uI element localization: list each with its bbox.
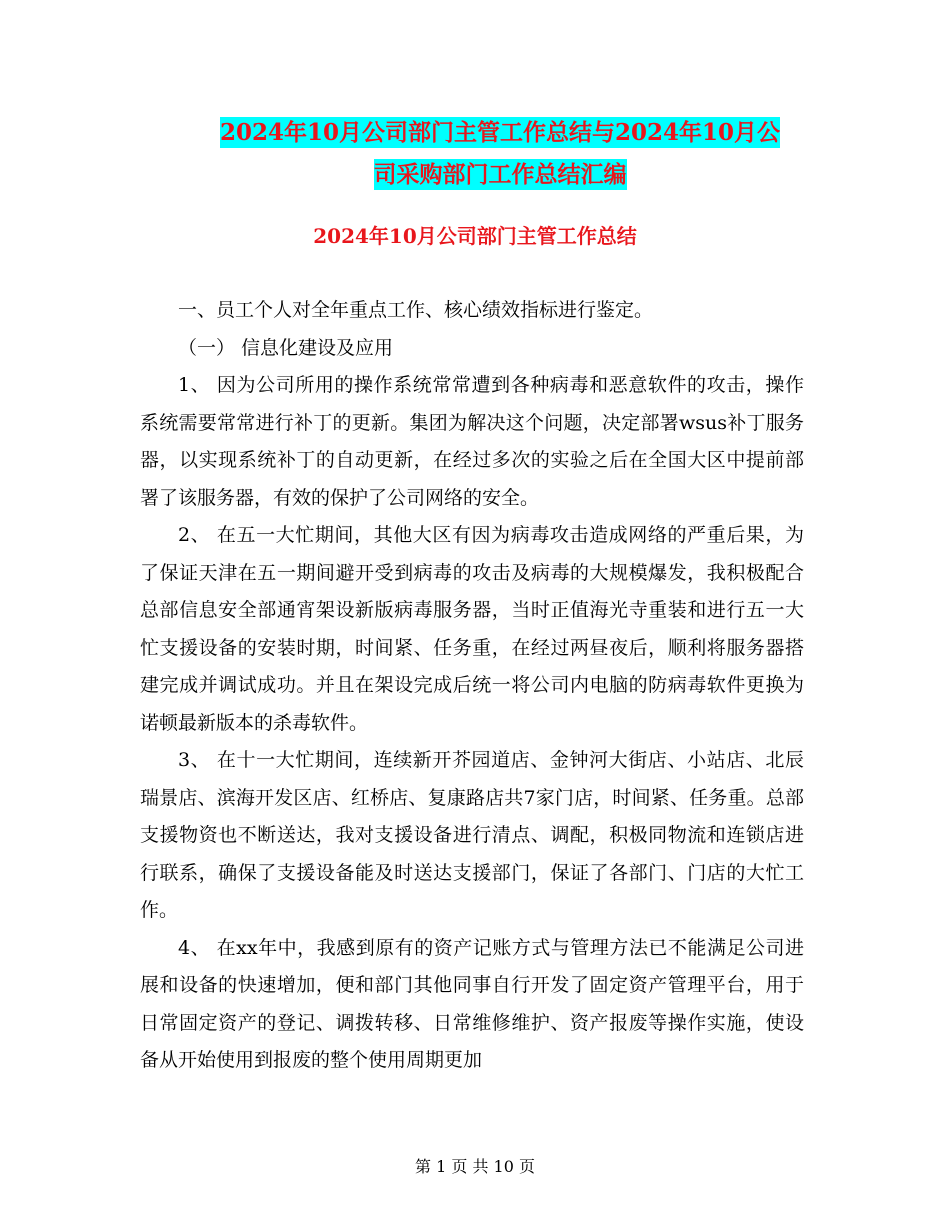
document-body — [140, 292, 804, 1080]
paragraph-item-3: 3、 在十一大忙期间，连续新开芥园道店、金钟河大街店、小站店、北辰瑞景店、滨海开发区店、红桥店、复康路店共7家门店，时间紧、任务重。总部支援物资也不断送达，我对支援设备进行清点、调配，积极同物流和连锁店进行联系，确保了支援设备能及时送达支援部门，保证了各部门、门店的大忙工作。 — [140, 749, 804, 921]
document-title-line-1: 2024年10月公司部门主管工作总结与2024年10月公 — [219, 119, 781, 146]
document-title — [130, 112, 870, 196]
paragraph-heading-1: 一、员工个人对全年重点工作、核心绩效指标进行鉴定。 — [178, 299, 654, 321]
document-title-line-2: 司采购部门工作总结汇编 — [373, 161, 627, 188]
paragraph-item-1: 1、 因为公司所用的操作系统常常遭到各种病毒和恶意软件的攻击，操作系统需要常常进行补丁的更新。集团为解决这个问题，决定部署wsus补丁服务器，以实现系统补丁的自动更新，在经过多次的实验之后在全国大区中提前部署了该服务器，有效的保护了公司网络的安全。 — [140, 374, 804, 509]
section-title: 2024年10月公司部门主管工作总结 — [313, 224, 637, 248]
paragraph-subheading-1: （一） 信息化建设及应用 — [178, 336, 394, 359]
paragraph-item-4: 4、 在xx年中，我感到原有的资产记账方式与管理方法已不能满足公司进展和设备的快速增加，便和部门其他同事自行开发了固定资产管理平台，用于日常固定资产的登记、调拨转移、日常维修维护、资产报废等操作实施，使设备从开始使用到报废的整个使用周期更加 — [140, 936, 804, 1071]
page-footer: 第 1 页 共 10 页 — [415, 1157, 535, 1176]
paragraph-item-2: 2、 在五一大忙期间，其他大区有因为病毒攻击造成网络的严重后果，为了保证天津在五一期间避开受到病毒的攻击及病毒的大规模爆发，我积极配合总部信息安全部通宵架设新版病毒服务器，当时正值海光寺重装和进行五一大忙支援设备的安装时期，时间紧、任务重，在经过两昼夜后，顺利将服务器搭建完成并调试成功。并且在架设完成后统一将公司内电脑的防病毒软件更换为诺顿最新版本的杀毒软件。 — [140, 524, 804, 734]
